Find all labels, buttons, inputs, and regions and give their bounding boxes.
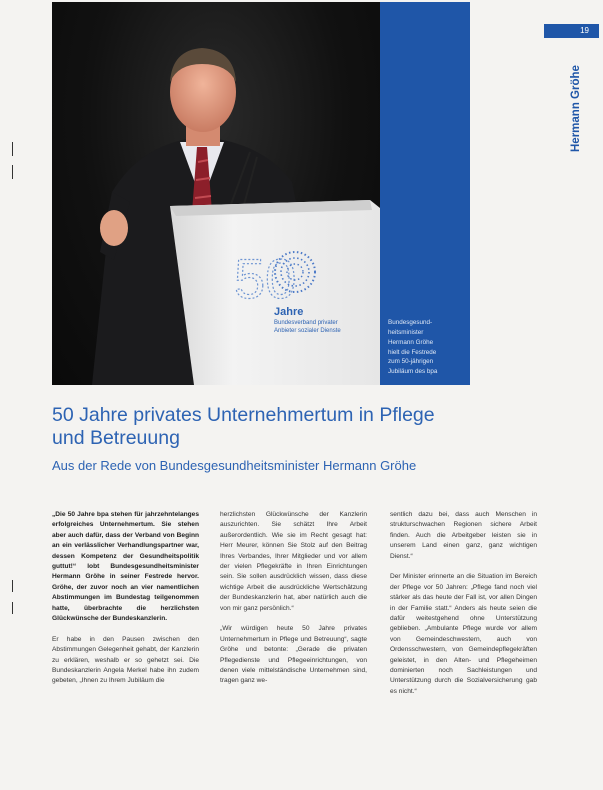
body-paragraph: Er habe in den Pausen zwischen den Abstimmungen Gelegenheit gehabt, der Kanzlerin zu erklären, weshalb er so gehetzt sei. Die Bundeskanzlerin Angela Merkel habe ihn zudem gebeten, „Ihnen zu Ihrem Jubiläum die	[52, 635, 199, 685]
page-number: 19	[544, 24, 599, 38]
text-column-1	[52, 510, 199, 697]
caption-panel	[380, 2, 470, 385]
logo-line-1: Bundesverband privater	[274, 320, 338, 326]
margin-mark	[12, 580, 13, 592]
text-column-3	[390, 510, 537, 708]
body-paragraph: Der Minister erinnerte an die Situation im Bereich der Pflege vor 50 Jahren: „Pflege fand noch viel stärker als das heute der Fall ist, vor allen Dingen in der Familie statt.“ Anders als heute seien die dafür weitestgehend ohne Unterstützung geblieben. „Ambulante Pflege wurde vor allem von Gemeindeschwestern, auch von Ordensschwestern, von Gemeindepflegekräften geleistet, in den Alten- und Pflegeheimen dominierten noch Sachleistungen und Unterstützung durch die Sozialversicherung gab es nicht.“	[390, 573, 537, 695]
lead-paragraph: „Die 50 Jahre bpa stehen für jahrzehntelanges erfolgreiches Unternehmertum. Sie stehen aber auch dafür, dass der Verband von Beginn an ein verlässlicher Verhandlungspartner war, dessen Kompetenz der Gesundheitspolitik guttut!“ lobt Bundesgesundheitsminister Hermann Gröhe in seiner Festrede hervor. Gröhe, der zuvor noch an vier namentlichen Abstimmungen im Bundestag teilgenommen hatte, überbrachte die herzlichsten Glückwünsche der Bundeskanzlerin.	[52, 511, 199, 623]
body-paragraph: herzlichsten Glückwünsche der Kanzlerin auszurichten. Sie schätzt Ihre Arbeit außerordentlich. Wie sie im Recht gesagt hat: Herr Meurer, können Sie Stolz auf den Beitrag Ihres Verbandes, Ihrer Mitglieder und vor allem der vielen Pflegekräfte in Ihren Einrichtungen sein. Sie sollen ausdrücklich wissen, dass diese wichtige Arbeit die ausdrückliche Wertschätzung der Bundeskanzlerin hat, aber natürlich auch die von mir ganz persönlich.“	[220, 511, 367, 612]
margin-mark	[12, 602, 13, 614]
article-title: 50 Jahre privates Unternehmertum in Pflege und Betreuung	[52, 404, 435, 449]
logo-numeral: 50	[234, 247, 297, 310]
speaker-illustration	[52, 2, 380, 385]
body-paragraph: „Wir würdigen heute 50 Jahre privates Unternehmertum in Pflege und Betreuung“, sagte Gröhe und betonte: „Gerade die privaten Pflegedienste und Pflegeeinrichtungen, von denen viele mittelständische Unternehmen sind, tragen ganz we-	[220, 625, 367, 685]
margin-mark	[12, 165, 13, 179]
speaker-photo	[52, 2, 380, 385]
body-paragraph: sentlich dazu bei, dass auch Menschen in strukturschwachen Regionen sichere Arbeit finden. Auch die Arbeitgeber leisten sie in unserem Land einen ganz, ganz wichtigen Dienst.“	[390, 511, 537, 560]
margin-mark	[12, 142, 13, 156]
photo-caption: Bundesgesund- heitsminister Hermann Gröhe hielt die Festrede zum 50-jährigen Jubiläum des bpa	[388, 319, 438, 376]
logo-word: Jahre	[274, 306, 304, 318]
logo-line-2: Anbieter sozialer Dienste	[274, 328, 341, 334]
article-subtitle: Aus der Rede von Bundesgesundheitsminister Hermann Gröhe	[52, 458, 417, 473]
running-head: Hermann Gröhe	[570, 65, 582, 152]
text-column-2	[220, 510, 367, 697]
